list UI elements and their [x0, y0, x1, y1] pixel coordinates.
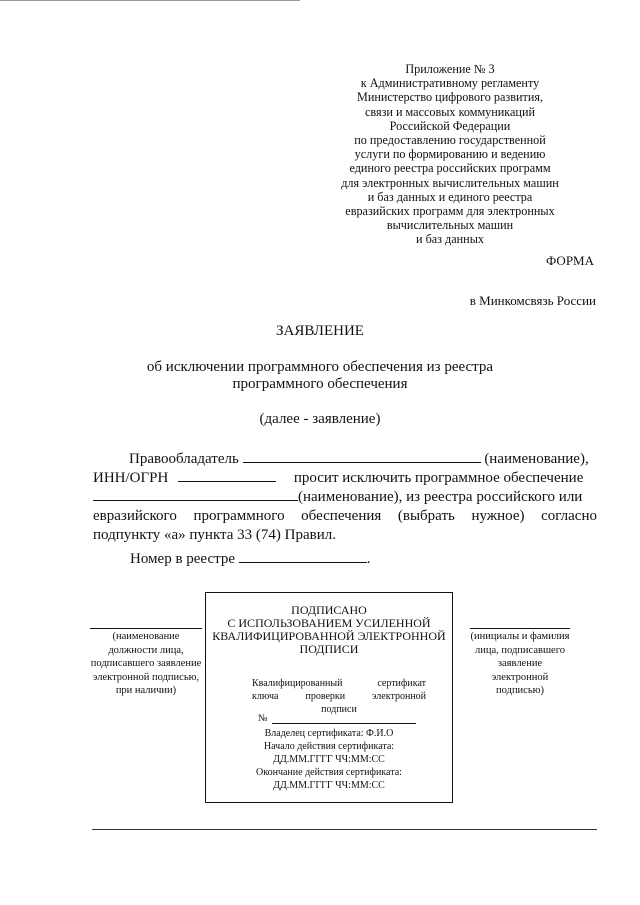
position-caption [90, 628, 202, 698]
software-name-line [93, 488, 597, 507]
cert-owner: Владелец сертификата: Ф.И.О [264, 728, 394, 739]
cert-start-label: Начало действия сертификата: [263, 741, 395, 752]
name-signature-line [470, 628, 570, 629]
eurasian-line: евразийского программного обеспечения (выбрать нужное) согласно [93, 508, 597, 524]
form-label: ФОРМА [546, 253, 594, 268]
registry-number-line [130, 550, 371, 568]
position-signature-line [90, 628, 202, 629]
inn-label: ИНН/ОГРН [93, 470, 169, 486]
stamp-signed: ПОДПИСАНО [291, 603, 367, 617]
inn-field[interactable] [178, 469, 276, 482]
electronic-signature-stamp [205, 592, 453, 803]
cert-end-value: ДД.ММ.ГГГГ ЧЧ:ММ:СС [273, 780, 385, 791]
inn-line [93, 469, 597, 488]
appendix-line: вычислительных машин [386, 218, 514, 233]
stamp-line: ПОДПИСИ [299, 642, 359, 656]
requests-text: просит исключить программное обеспечение [293, 470, 584, 486]
stamp-heading [206, 604, 452, 656]
appendix-header [330, 62, 570, 247]
stamp-line: КВАЛИФИЦИРОВАННОЙ ЭЛЕКТРОННОЙ [212, 629, 446, 643]
cert-end-label: Окончание действия сертификата: [256, 767, 402, 778]
addressee: в Минкомсвязь России [469, 293, 596, 308]
registry-number-field[interactable] [239, 550, 367, 563]
cert-line: ключа проверки электронной [252, 691, 426, 702]
appendix-line: Приложение № 3 [405, 62, 495, 76]
appendix-line: услуги по формированию и ведению [354, 147, 546, 162]
registry-end: . [366, 551, 371, 567]
holder-label: Правообладатель [129, 451, 239, 467]
further-note: (далее - заявление) [259, 411, 381, 427]
cert-line: подписи [321, 704, 357, 715]
document-title: ЗАЯВЛЕНИЕ [276, 323, 364, 339]
cert-line: Квалифицированный сертификат [252, 678, 426, 689]
application-body [93, 450, 597, 545]
appendix-line: к Административному регламенту [360, 76, 540, 91]
appendix-line: единого реестра российских программ [349, 161, 551, 176]
cert-number-sign: № [258, 713, 268, 724]
appendix-line: евразийских программ для электронных [345, 204, 555, 219]
name-hint: (наименование), [484, 451, 589, 467]
top-rule [0, 0, 300, 1]
holder-line [93, 450, 597, 469]
position-caption-text: (наименование должности лица, подписавшего заявление электронной подписью, при наличии) [90, 631, 202, 696]
holder-name-field[interactable] [243, 450, 481, 463]
registry-choice-text: (наименование), из реестра российского или [298, 489, 583, 505]
stamp-line: С ИСПОЛЬЗОВАНИЕМ УСИЛЕННОЙ [227, 616, 431, 630]
name-caption-text: (инициалы и фамилия лица, подписавшего заявление электронной подписью) [470, 631, 570, 696]
appendix-line: Министерство цифрового развития, [356, 90, 543, 105]
cert-number-field[interactable] [272, 723, 416, 724]
registry-label: Номер в реестре [130, 551, 236, 567]
appendix-line: Российской Федерации [389, 118, 511, 133]
stamp-owner-block [206, 727, 452, 792]
name-caption [470, 628, 570, 698]
appendix-line: и баз данных [416, 232, 484, 247]
appendix-line: по предоставлению государственной [354, 133, 546, 148]
software-name-field[interactable] [93, 488, 298, 501]
footer-rule [92, 829, 597, 830]
rule-reference: подпункту «а» пункта 33 (74) Правил. [93, 527, 337, 543]
appendix-line: связи и массовых коммуникаций [364, 104, 536, 119]
document-subtitle: об исключении программного обеспечения из реестра программного обеспечения [146, 359, 494, 392]
cert-start-value: ДД.ММ.ГГГГ ЧЧ:ММ:СС [273, 754, 385, 765]
stamp-certificate [252, 677, 426, 716]
appendix-line: и баз данных и единого реестра [367, 189, 533, 204]
appendix-line: для электронных вычислительных машин [341, 175, 559, 190]
